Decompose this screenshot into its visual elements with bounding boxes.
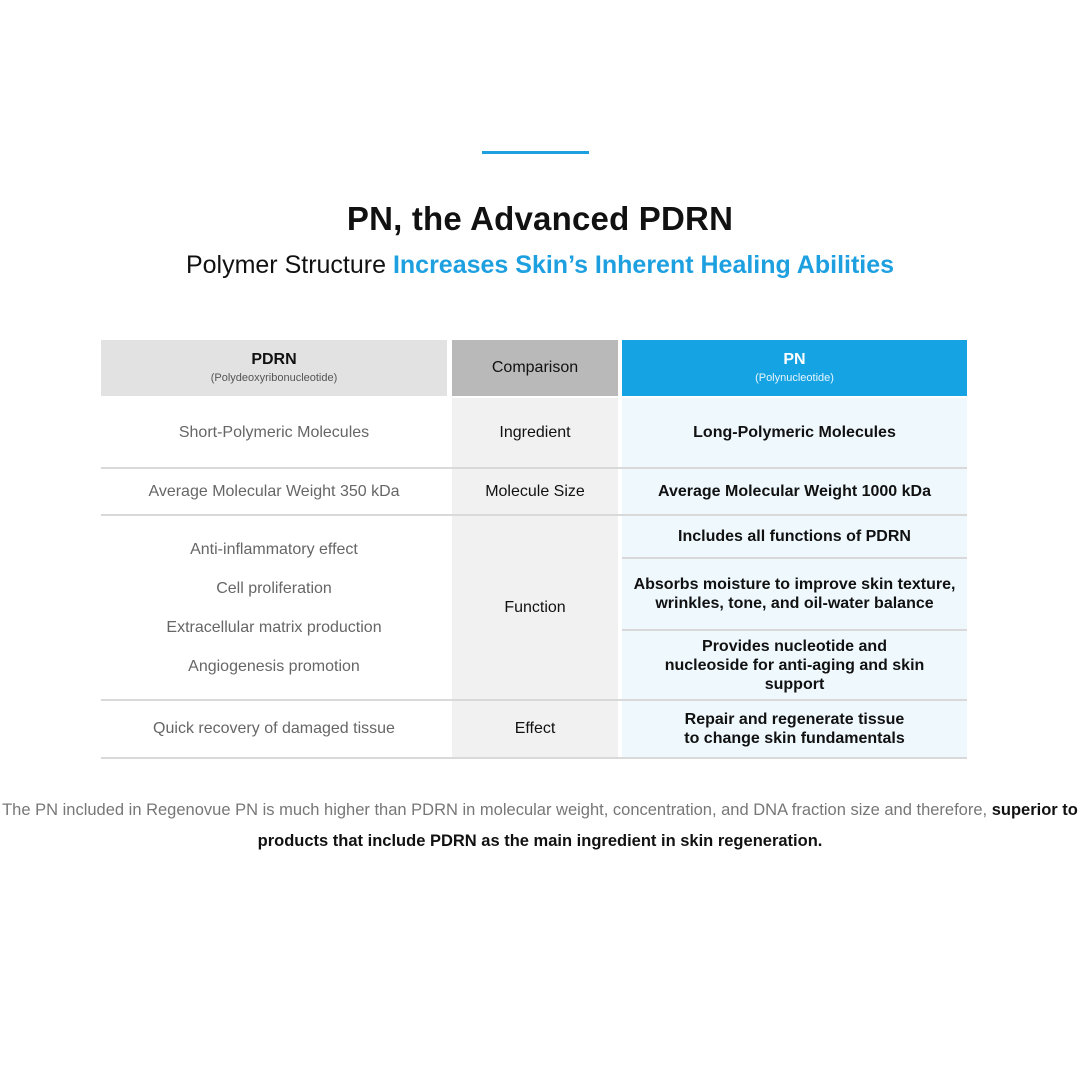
header-pn <box>622 340 967 396</box>
pdrn-molecule-size: Average Molecular Weight 350 kDa <box>148 482 400 500</box>
header-pdrn <box>101 340 447 396</box>
pdrn-function-item: Cell proliferation <box>216 580 332 597</box>
subtitle-highlight: Increases Skin’s Inherent Healing Abilities <box>392 251 895 279</box>
category-function: Function <box>504 598 566 616</box>
pdrn-function-list <box>101 530 447 686</box>
pn-function-item: Includes all functions of PDRN <box>678 528 911 545</box>
pdrn-function-item: Anti-inflammatory effect <box>190 541 358 558</box>
pn-ingredient: Long-Polymeric Molecules <box>693 424 896 441</box>
header-pdrn-subtitle: (Polydeoxyribonucleotide) <box>210 372 338 384</box>
accent-divider-line <box>482 151 589 154</box>
table-row-effect <box>101 701 967 757</box>
footnote-plain: The PN included in Regenovue PN is much higher than PDRN in molecular weight, concentration, and DNA fraction size and therefore, <box>2 801 992 819</box>
table-row-molecule-size <box>101 469 967 514</box>
pdrn-function-item: Angiogenesis promotion <box>188 658 360 675</box>
footnote <box>0 795 1080 857</box>
header-pn-title: PN <box>783 351 806 368</box>
page-subtitle <box>0 251 1080 280</box>
pn-effect: Repair and regenerate tissue to change skin fundamentals <box>684 711 905 747</box>
header-pn-subtitle: (Polynucleotide) <box>755 372 834 384</box>
category-molecule-size: Molecule Size <box>485 482 585 500</box>
category-ingredient: Ingredient <box>499 423 571 441</box>
row-divider <box>101 757 967 759</box>
pn-molecule-size: Average Molecular Weight 1000 kDa <box>658 483 931 500</box>
page-title: PN, the Advanced PDRN <box>346 200 734 237</box>
pdrn-function-item: Extracellular matrix production <box>166 619 382 636</box>
footnote-bold: superior to products that include PDRN as the main ingredient in skin regeneration. <box>257 801 1078 850</box>
table-row-function <box>101 516 967 699</box>
header-comparison <box>452 340 618 396</box>
table-row-ingredient <box>101 398 967 467</box>
header-pdrn-title: PDRN <box>251 351 297 368</box>
subtitle-plain: Polymer Structure <box>185 251 393 279</box>
header-comparison-title: Comparison <box>491 359 579 376</box>
pdrn-effect: Quick recovery of damaged tissue <box>153 720 395 737</box>
pn-function-item: Provides nucleotide and nucleoside for anti-aging and skin support <box>664 637 925 693</box>
pn-function-item: Absorbs moisture to improve skin texture, wrinkles, tone, and oil-water balance <box>633 576 956 612</box>
category-effect: Effect <box>514 720 556 737</box>
pdrn-ingredient: Short-Polymeric Molecules <box>178 423 370 441</box>
